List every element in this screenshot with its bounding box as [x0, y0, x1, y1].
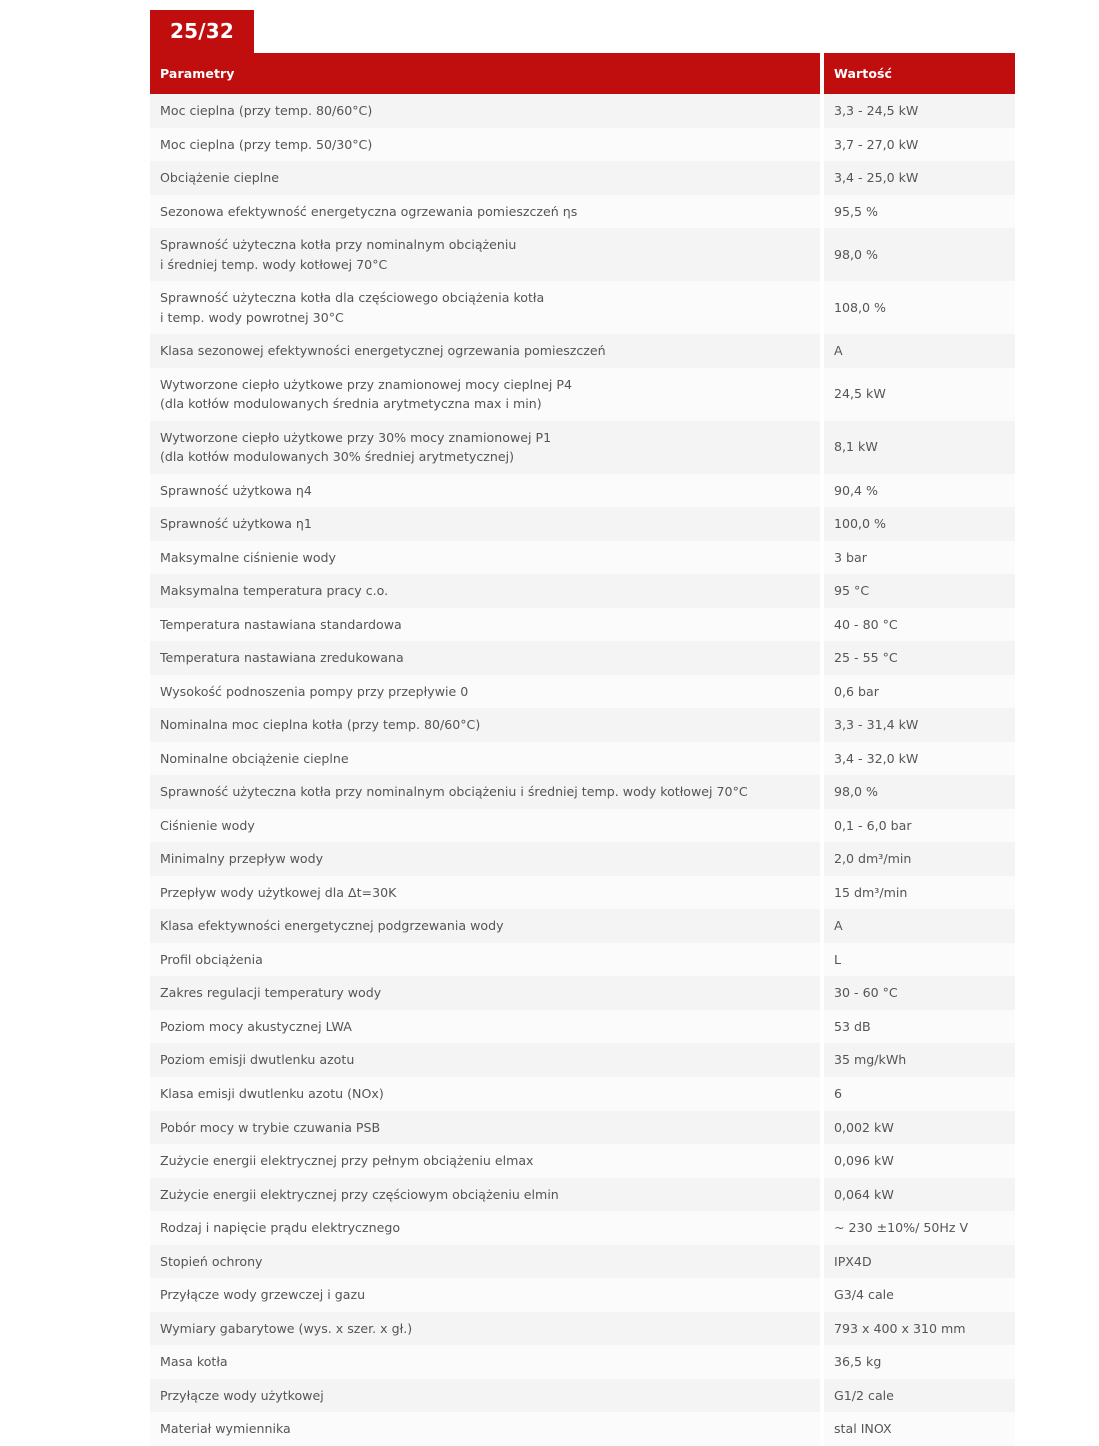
- parameter-line-1: Sprawność użyteczna kotła dla częściowego obciążenia kotła: [160, 290, 545, 306]
- cell-value: 95 °C: [824, 574, 1015, 608]
- table-row: [150, 1412, 1015, 1446]
- cell-parameter: [150, 281, 820, 334]
- cell-value: 40 - 80 °C: [824, 608, 1015, 642]
- cell-value: 3,3 - 24,5 kW: [824, 94, 1015, 128]
- parameter-line-2: (dla kotłów modulowanych średnia arytmetyczna max i min): [160, 396, 542, 412]
- table-row: [150, 1278, 1015, 1312]
- parameter-line-2: i średniej temp. wody kotłowej 70°C: [160, 256, 388, 272]
- cell-value: 100,0 %: [824, 507, 1015, 541]
- cell-parameter: [150, 94, 820, 128]
- cell-value: 90,4 %: [824, 474, 1015, 508]
- cell-parameter: [150, 809, 820, 843]
- table-row: [150, 675, 1015, 709]
- parameter-line-1: Stopień ochrony: [160, 1253, 263, 1269]
- table-row: [150, 368, 1015, 421]
- parameter-line-1: Maksymalna temperatura pracy c.o.: [160, 583, 389, 599]
- table-row: [150, 842, 1015, 876]
- cell-value: G3/4 cale: [824, 1278, 1015, 1312]
- cell-value: A: [824, 334, 1015, 368]
- parameter-line-1: Przepływ wody użytkowej dla Δt=30K: [160, 884, 397, 900]
- table-row: [150, 1211, 1015, 1245]
- table-row: [150, 195, 1015, 229]
- cell-parameter: [150, 1111, 820, 1145]
- parameter-line-1: Zużycie energii elektrycznej przy częściowym obciążeniu elmin: [160, 1186, 559, 1202]
- cell-value: 0,064 kW: [824, 1178, 1015, 1212]
- table-row: [150, 608, 1015, 642]
- table-header-row: [150, 53, 1015, 94]
- parameter-line-1: Profil obciążenia: [160, 951, 263, 967]
- cell-parameter: [150, 675, 820, 709]
- cell-parameter: [150, 1312, 820, 1346]
- specifications-table: [146, 53, 1019, 1446]
- cell-value: 0,002 kW: [824, 1111, 1015, 1145]
- cell-parameter: [150, 1043, 820, 1077]
- model-tab-25-32[interactable]: 25/32: [150, 10, 254, 53]
- cell-parameter: [150, 742, 820, 776]
- cell-parameter: [150, 943, 820, 977]
- cell-parameter: [150, 1345, 820, 1379]
- table-row: [150, 909, 1015, 943]
- cell-parameter: [150, 1178, 820, 1212]
- cell-parameter: [150, 1010, 820, 1044]
- cell-value: 3 bar: [824, 541, 1015, 575]
- table-row: [150, 775, 1015, 809]
- cell-parameter: [150, 1379, 820, 1413]
- parameter-line-1: Wytworzone ciepło użytkowe przy 30% mocy znamionowej P1: [160, 429, 552, 445]
- parameter-line-1: Masa kotła: [160, 1354, 228, 1370]
- parameter-line-1: Poziom mocy akustycznej LWA: [160, 1018, 352, 1034]
- cell-value: 0,096 kW: [824, 1144, 1015, 1178]
- table-row: [150, 708, 1015, 742]
- parameter-line-1: Nominalna moc cieplna kotła (przy temp. 80/60°C): [160, 717, 481, 733]
- column-header-wartosc: Wartość: [824, 53, 1015, 94]
- cell-value: 24,5 kW: [824, 368, 1015, 421]
- cell-parameter: [150, 574, 820, 608]
- parameter-line-1: Sprawność użytkowa η1: [160, 516, 312, 532]
- table-row: [150, 541, 1015, 575]
- cell-value: 8,1 kW: [824, 421, 1015, 474]
- cell-value: 3,4 - 32,0 kW: [824, 742, 1015, 776]
- parameter-line-1: Wymiary gabarytowe (wys. x szer. x gł.): [160, 1320, 413, 1336]
- cell-parameter: [150, 195, 820, 229]
- cell-parameter: [150, 1211, 820, 1245]
- cell-value: 3,7 - 27,0 kW: [824, 128, 1015, 162]
- cell-parameter: [150, 775, 820, 809]
- parameter-line-1: Zakres regulacji temperatury wody: [160, 985, 382, 1001]
- table-head: [150, 53, 1015, 94]
- table-row: [150, 474, 1015, 508]
- parameter-line-1: Przyłącze wody użytkowej: [160, 1387, 324, 1403]
- parameter-line-1: Obciążenie cieplne: [160, 170, 280, 186]
- cell-parameter: [150, 334, 820, 368]
- table-row: [150, 334, 1015, 368]
- cell-parameter: [150, 1245, 820, 1279]
- table-row: [150, 641, 1015, 675]
- cell-value: ~ 230 ±10%/ 50Hz V: [824, 1211, 1015, 1245]
- table-row: [150, 421, 1015, 474]
- table-row: [150, 574, 1015, 608]
- parameter-line-1: Sprawność użyteczna kotła przy nominalnym obciążeniu: [160, 237, 517, 253]
- cell-parameter: [150, 1412, 820, 1446]
- cell-parameter: [150, 842, 820, 876]
- cell-parameter: [150, 541, 820, 575]
- table-row: [150, 943, 1015, 977]
- parameter-line-1: Poziom emisji dwutlenku azotu: [160, 1052, 355, 1068]
- parameter-line-1: Ciśnienie wody: [160, 817, 255, 833]
- table-row: [150, 1077, 1015, 1111]
- cell-parameter: [150, 421, 820, 474]
- cell-parameter: [150, 161, 820, 195]
- parameter-line-1: Maksymalne ciśnienie wody: [160, 549, 337, 565]
- cell-value: A: [824, 909, 1015, 943]
- cell-value: 2,0 dm³/min: [824, 842, 1015, 876]
- cell-value: 108,0 %: [824, 281, 1015, 334]
- cell-parameter: [150, 368, 820, 421]
- table-row: [150, 742, 1015, 776]
- table-row: [150, 128, 1015, 162]
- table-row: [150, 1144, 1015, 1178]
- cell-value: 0,1 - 6,0 bar: [824, 809, 1015, 843]
- cell-value: 35 mg/kWh: [824, 1043, 1015, 1077]
- cell-value: 95,5 %: [824, 195, 1015, 229]
- cell-parameter: [150, 1278, 820, 1312]
- cell-value: 0,6 bar: [824, 675, 1015, 709]
- parameter-line-1: Sezonowa efektywność energetyczna ogrzewania pomieszczeń ηs: [160, 203, 578, 219]
- table-row: [150, 507, 1015, 541]
- parameter-line-1: Zużycie energii elektrycznej przy pełnym obciążeniu elmax: [160, 1153, 534, 1169]
- table-row: [150, 281, 1015, 334]
- cell-value: 53 dB: [824, 1010, 1015, 1044]
- cell-parameter: [150, 876, 820, 910]
- cell-value: 30 - 60 °C: [824, 976, 1015, 1010]
- table-body: [150, 94, 1015, 1446]
- cell-parameter: [150, 608, 820, 642]
- table-row: [150, 976, 1015, 1010]
- parameter-line-1: Rodzaj i napięcie prądu elektrycznego: [160, 1220, 401, 1236]
- parameter-line-1: Minimalny przepływ wody: [160, 851, 324, 867]
- parameter-line-1: Wytworzone ciepło użytkowe przy znamionowej mocy cieplnej P4: [160, 376, 573, 392]
- parameter-line-1: Pobór mocy w trybie czuwania PSB: [160, 1119, 381, 1135]
- cell-parameter: [150, 708, 820, 742]
- cell-value: L: [824, 943, 1015, 977]
- parameter-line-1: Materiał wymiennika: [160, 1421, 291, 1437]
- cell-value: 98,0 %: [824, 775, 1015, 809]
- cell-value: 98,0 %: [824, 228, 1015, 281]
- cell-value: IPX4D: [824, 1245, 1015, 1279]
- cell-parameter: [150, 1077, 820, 1111]
- specification-panel: [150, 10, 975, 1446]
- table-row: [150, 228, 1015, 281]
- cell-value: 36,5 kg: [824, 1345, 1015, 1379]
- table-row: [150, 1178, 1015, 1212]
- cell-parameter: [150, 507, 820, 541]
- table-row: [150, 1010, 1015, 1044]
- parameter-line-1: Przyłącze wody grzewczej i gazu: [160, 1287, 366, 1303]
- table-row: [150, 809, 1015, 843]
- cell-parameter: [150, 976, 820, 1010]
- parameter-line-1: Sprawność użyteczna kotła przy nominalnym obciążeniu i średniej temp. wody kotłowej 70°C: [160, 784, 748, 800]
- cell-parameter: [150, 474, 820, 508]
- table-row: [150, 876, 1015, 910]
- cell-parameter: [150, 909, 820, 943]
- parameter-line-1: Sprawność użytkowa η4: [160, 482, 312, 498]
- parameter-line-2: i temp. wody powrotnej 30°C: [160, 309, 344, 325]
- table-row: [150, 94, 1015, 128]
- table-row: [150, 1043, 1015, 1077]
- parameter-line-1: Moc cieplna (przy temp. 50/30°C): [160, 136, 373, 152]
- cell-value: G1/2 cale: [824, 1379, 1015, 1413]
- cell-value: 3,3 - 31,4 kW: [824, 708, 1015, 742]
- table-row: [150, 1312, 1015, 1346]
- parameter-line-1: Nominalne obciążenie cieplne: [160, 750, 349, 766]
- cell-parameter: [150, 128, 820, 162]
- cell-value: 793 x 400 x 310 mm: [824, 1312, 1015, 1346]
- table-row: [150, 161, 1015, 195]
- model-tab-row: [150, 10, 975, 53]
- cell-value: 6: [824, 1077, 1015, 1111]
- parameter-line-1: Moc cieplna (przy temp. 80/60°C): [160, 103, 373, 118]
- cell-value: 15 dm³/min: [824, 876, 1015, 910]
- parameter-line-1: Temperatura nastawiana zredukowana: [160, 650, 404, 666]
- table-row: [150, 1379, 1015, 1413]
- column-header-parametry: Parametry: [150, 53, 820, 94]
- parameter-line-2: (dla kotłów modulowanych 30% średniej arytmetycznej): [160, 449, 515, 465]
- cell-value: 3,4 - 25,0 kW: [824, 161, 1015, 195]
- cell-value: stal INOX: [824, 1412, 1015, 1446]
- parameter-line-1: Klasa efektywności energetycznej podgrzewania wody: [160, 918, 504, 934]
- parameter-line-1: Temperatura nastawiana standardowa: [160, 616, 402, 632]
- parameter-line-1: Klasa emisji dwutlenku azotu (NOx): [160, 1085, 384, 1101]
- parameter-line-1: Klasa sezonowej efektywności energetycznej ogrzewania pomieszczeń: [160, 343, 606, 359]
- parameter-line-1: Wysokość podnoszenia pompy przy przepływie 0: [160, 683, 469, 699]
- cell-value: 25 - 55 °C: [824, 641, 1015, 675]
- cell-parameter: [150, 1144, 820, 1178]
- table-row: [150, 1245, 1015, 1279]
- cell-parameter: [150, 641, 820, 675]
- table-row: [150, 1345, 1015, 1379]
- cell-parameter: [150, 228, 820, 281]
- table-row: [150, 1111, 1015, 1145]
